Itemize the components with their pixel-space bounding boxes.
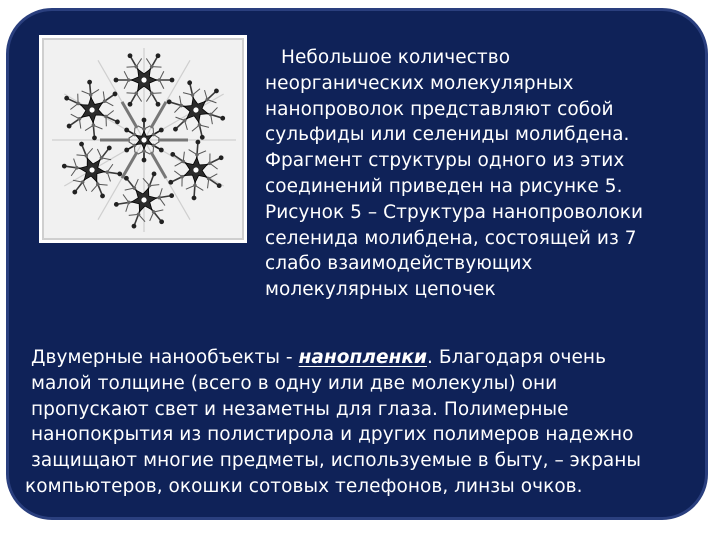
intro-text — [265, 45, 705, 303]
paragraph-suffix: . Благодаря очень — [427, 347, 607, 368]
nanowire-figure — [39, 35, 247, 243]
paragraph-line: компьютеров, окошки сотовых телефонов, линзы очков. — [25, 475, 583, 497]
intro-line: сульфиды или селениды молибдена. — [265, 124, 630, 146]
intro-line: Небольшое количество — [281, 47, 511, 68]
slide-panel — [6, 8, 708, 520]
paragraph-prefix: Двумерные нанообъекты - — [31, 347, 299, 368]
intro-line: соединений приведен на рисунке 5. — [265, 175, 623, 197]
figure-caption-line: Рисунок 5 – Структура нанопроволоки — [265, 201, 644, 223]
paragraph-line: защищают многие предметы, используемые в быту, – экраны — [31, 450, 642, 472]
figure-caption-line: молекулярных цепочек — [265, 279, 496, 301]
nanowire-structure-image — [46, 42, 242, 238]
nanofilms-paragraph — [25, 345, 708, 500]
term-nanofilms: нанопленки — [298, 347, 428, 368]
intro-line: нанопроволок представляют собой — [265, 98, 614, 120]
intro-line: Фрагмент структуры одного из этих — [265, 150, 625, 172]
paragraph-line: малой толщине (всего в одну или две молекулы) они — [31, 372, 558, 394]
intro-line: неорганических молекулярных — [265, 72, 574, 94]
figure-caption-line: селенида молибдена, состоящей из 7 — [265, 227, 637, 249]
figure-caption-line: слабо взаимодействующих — [265, 253, 533, 275]
paragraph-line: нанопокрытия из полистирола и других полимеров надежно — [31, 424, 634, 446]
paragraph-line: пропускают свет и незаметны для глаза. Полимерные — [31, 398, 569, 420]
paragraph-line — [31, 345, 708, 371]
